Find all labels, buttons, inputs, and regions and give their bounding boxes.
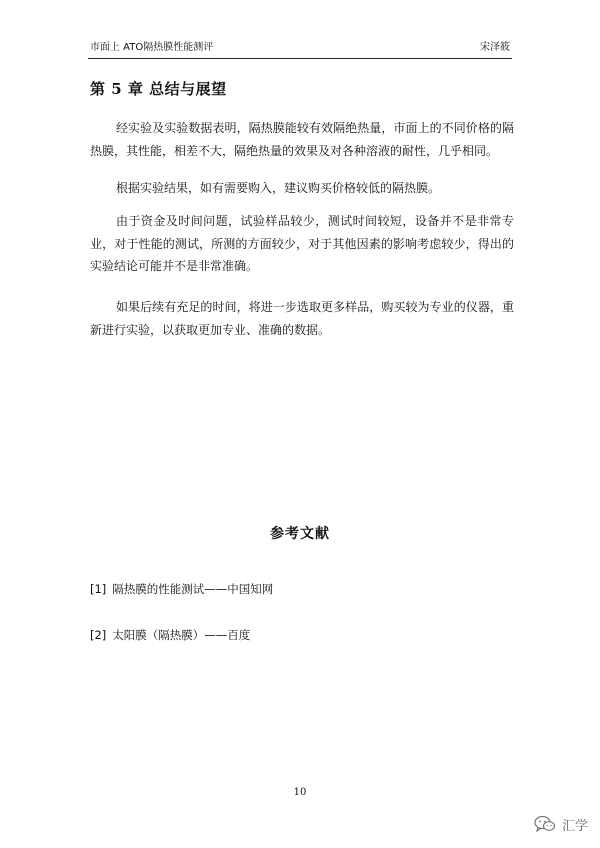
paragraph-4: 如果后续有充足的时间，将进一步选取更多样品，购买较为专业的仪器，重新进行实验，以获取更加专业、准确的数据。 — [90, 300, 514, 337]
reference-number: [2] — [90, 628, 107, 642]
watermark-text: 汇学 — [561, 818, 588, 834]
watermark — [534, 812, 588, 836]
reference-text: 太阳膜（隔热膜）——百度 — [112, 628, 251, 642]
paragraph-3: 由于资金及时间问题，试验样品较少，测试时间较短，设备并不是非常专业，对于性能的测试，所测的方面较少，对于其他因素的影响考虑较少，得出的实验结论可能并不是非常准确。 — [90, 214, 514, 273]
reference-text: 隔热膜的性能测试——中国知网 — [112, 582, 274, 596]
chapter-title: 第 5 章 总结与展望 — [90, 80, 227, 98]
paragraph-2: 根据实验结果，如有需要购入，建议购买价格较低的隔热膜。 — [116, 181, 441, 195]
reference-number: [1] — [90, 582, 107, 596]
paragraph-1: 经实验及实验数据表明，隔热膜能较有效隔绝热量，市面上的不同价格的隔热膜，其性能，相差不大，隔绝热量的效果及对各种溶液的耐性，几乎相同。 — [90, 121, 514, 158]
reference-item — [90, 627, 250, 643]
page-number: 10 — [293, 787, 307, 798]
header-author: 宋泽筱 — [480, 42, 510, 53]
reference-item — [90, 581, 273, 597]
page-header — [88, 40, 512, 59]
header-document-title: 市面上 ATO隔热膜性能测评 — [90, 42, 214, 53]
references-title: 参考文献 — [270, 526, 330, 542]
wechat-icon — [534, 815, 556, 833]
